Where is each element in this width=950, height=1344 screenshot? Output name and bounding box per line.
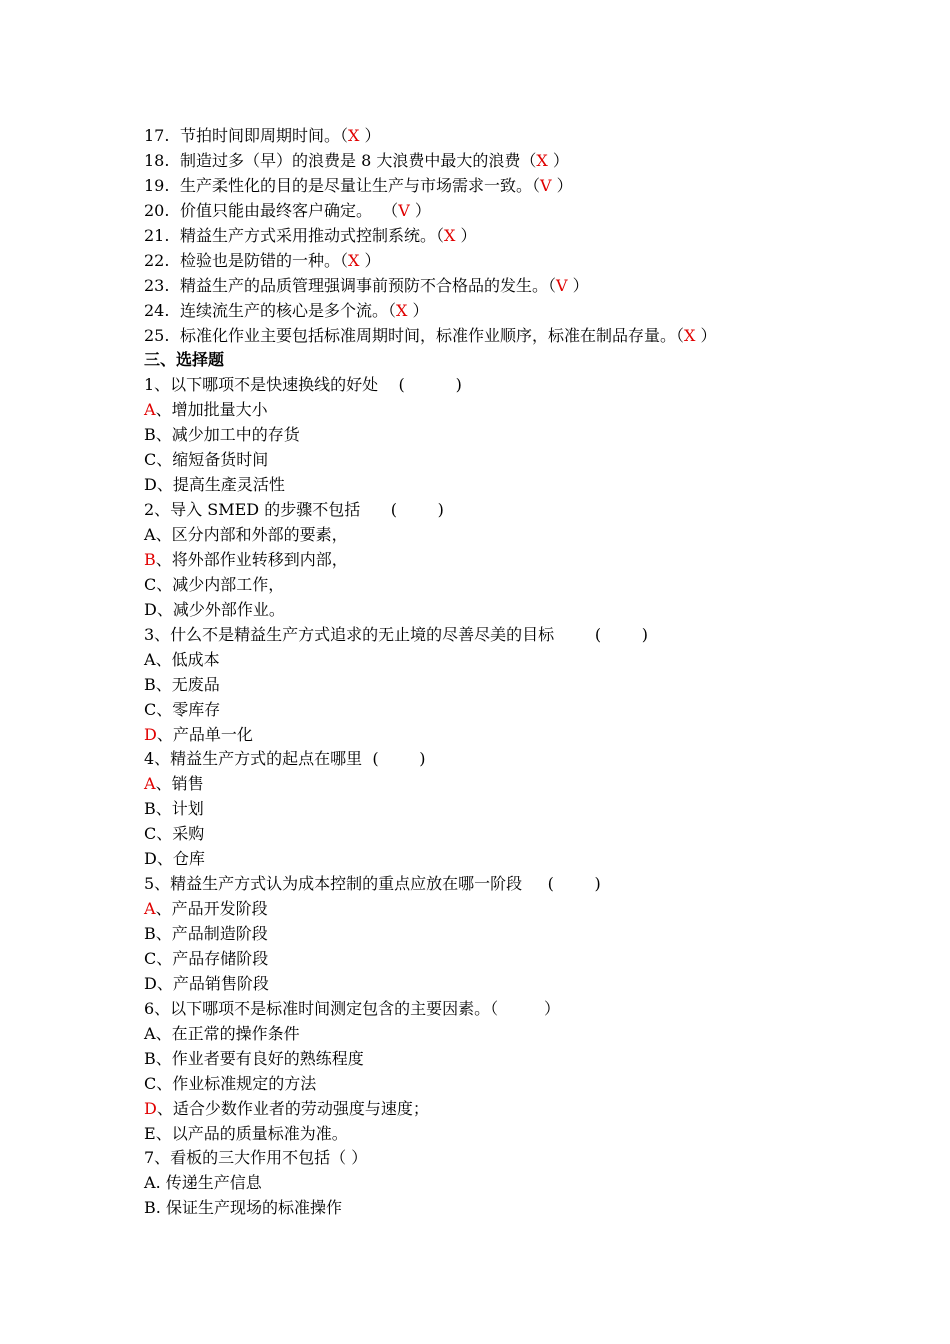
answer-option — [144, 1196, 844, 1221]
item-close: ） — [567, 275, 589, 295]
item-text: 连续流生产的核心是多个流。（ — [180, 300, 397, 320]
true-false-item — [144, 149, 844, 174]
option-letter: D — [144, 849, 157, 869]
option-letter: B — [144, 425, 156, 445]
option-text: 、销售 — [155, 774, 204, 794]
option-text: 、产品存储阶段 — [156, 948, 269, 968]
option-text: 、无废品 — [155, 674, 220, 694]
item-text: 检验也是防错的一种。（ — [180, 250, 349, 270]
option-text: 、产品制造阶段 — [155, 924, 268, 943]
option-text: 、适合少数作业者的劳动强度与速度； — [156, 1098, 429, 1118]
option-letter: B — [144, 549, 156, 569]
true-false-item — [144, 249, 844, 274]
option-text: 、作业者要有良好的熟练程度 — [155, 1048, 364, 1068]
option-text: 、低成本 — [155, 649, 220, 669]
answer-mark: V — [540, 175, 552, 195]
item-close: ） — [455, 225, 477, 245]
question-stem: 1、以下哪项不是快速换线的好处 ( ) — [144, 375, 462, 395]
question-stem: 2、导入 SMED 的步骤不包括 ( ) — [144, 500, 444, 520]
answer-option — [144, 972, 844, 997]
option-letter: C — [144, 1073, 157, 1093]
question-stem: 5、精益生产方式认为成本控制的重点应放在哪一阶段 ( ) — [144, 874, 601, 894]
item-text: 精益生产的品质管理强调事前预防不合格品的发生。（ — [180, 275, 557, 295]
option-letter: D — [144, 973, 157, 993]
item-text: 节拍时间即周期时间。（ — [180, 126, 349, 145]
item-close: ） — [359, 126, 381, 145]
option-text: 、计划 — [155, 799, 204, 819]
option-text: 、将外部作业转移到内部， — [155, 549, 348, 569]
item-number: 25. — [144, 325, 170, 345]
answer-mark: X — [444, 225, 456, 245]
answer-option — [144, 1171, 844, 1196]
item-close: ） — [547, 150, 569, 170]
item-number: 20. — [144, 200, 170, 220]
answer-mark: X — [536, 150, 548, 170]
answer-option — [144, 772, 844, 797]
option-text: 、减少加工中的存货 — [155, 425, 300, 445]
answer-option — [144, 1072, 844, 1097]
option-letter: A — [144, 400, 156, 420]
item-close: ） — [359, 250, 381, 270]
answer-option — [144, 448, 844, 473]
option-text: . 传递生产信息 — [155, 1173, 262, 1193]
answer-option — [144, 573, 844, 598]
item-number: 22. — [144, 250, 170, 270]
answer-option — [144, 947, 844, 972]
question-stem: 7、看板的三大作用不包括（ ） — [144, 1148, 368, 1168]
option-text: 、仓库 — [156, 849, 205, 869]
section-title: 三、选择题 — [144, 350, 225, 370]
option-letter: A — [144, 649, 156, 669]
option-text: 、产品单一化 — [156, 724, 253, 744]
item-number: 21. — [144, 225, 170, 245]
option-letter: B — [144, 924, 156, 943]
answer-option — [144, 473, 844, 498]
item-close: ） — [551, 175, 573, 195]
answer-option — [144, 698, 844, 723]
answer-option — [144, 1097, 844, 1122]
answer-option — [144, 648, 844, 673]
answer-mark: V — [556, 275, 568, 295]
document-content — [144, 124, 844, 1221]
option-letter: D — [144, 475, 157, 495]
answer-option — [144, 398, 844, 423]
option-letter: B — [144, 674, 156, 694]
item-number: 19. — [144, 175, 170, 195]
option-text: 、以产品的质量标准为准。 — [155, 1123, 348, 1143]
option-letter: A — [144, 1173, 156, 1193]
option-letter: C — [144, 450, 157, 470]
answer-option — [144, 598, 844, 623]
true-false-item — [144, 274, 844, 299]
answer-option — [144, 797, 844, 822]
option-letter: C — [144, 948, 157, 968]
option-letter: A — [144, 774, 156, 794]
item-text: 生产柔性化的目的是尽量让生产与市场需求一致。（ — [180, 175, 541, 195]
option-letter: B — [144, 799, 156, 819]
question-stem: 3、什么不是精益生产方式追求的无止境的尽善尽美的目标 ( ) — [144, 624, 649, 644]
answer-option — [144, 523, 844, 548]
option-letter: B — [144, 1198, 156, 1218]
item-number: 17. — [144, 126, 170, 145]
answer-mark: V — [398, 200, 410, 220]
answer-option — [144, 548, 844, 573]
item-number: 24. — [144, 300, 170, 320]
answer-option — [144, 897, 844, 922]
question-stem: 6、以下哪项不是标准时间测定包含的主要因素。（ ） — [144, 998, 560, 1018]
answer-mark: X — [348, 126, 360, 145]
item-close: ） — [407, 300, 429, 320]
true-false-item — [144, 224, 844, 249]
answer-option — [144, 822, 844, 847]
option-text: 、减少外部作业。 — [156, 599, 285, 619]
answer-mark: X — [396, 300, 408, 320]
item-text: 标准化作业主要包括标准周期时间，标准作业顺序，标准在制品存量。（ — [180, 325, 685, 345]
option-letter: D — [144, 724, 157, 744]
item-number: 18. — [144, 150, 170, 170]
option-text: 、采购 — [156, 824, 205, 844]
answer-mark: X — [684, 325, 696, 345]
option-letter: D — [144, 599, 157, 619]
answer-option — [144, 673, 844, 698]
option-text: 、产品销售阶段 — [156, 973, 269, 993]
option-text: 、作业标准规定的方法 — [156, 1073, 317, 1093]
option-text: 、提高生產灵活性 — [156, 475, 285, 495]
option-text: 、增加批量大小 — [155, 400, 268, 420]
answer-option — [144, 723, 844, 748]
answer-option — [144, 922, 844, 947]
option-letter: C — [144, 699, 157, 719]
item-close: ） — [695, 325, 717, 345]
true-false-item — [144, 324, 844, 349]
question-stem: 4、精益生产方式的起点在哪里 ( ) — [144, 749, 426, 769]
answer-mark: X — [348, 250, 360, 270]
option-text: 、产品开发阶段 — [155, 899, 268, 919]
option-letter: E — [144, 1123, 156, 1143]
option-text: 、减少内部工作， — [156, 574, 285, 594]
true-false-item — [144, 174, 844, 199]
answer-option — [144, 847, 844, 872]
answer-option — [144, 423, 844, 448]
option-text: 、缩短备货时间 — [156, 450, 269, 470]
option-letter: B — [144, 1048, 156, 1068]
true-false-item — [144, 124, 844, 149]
item-text: 价值只能由最终客户确定。 （ — [180, 200, 399, 220]
option-letter: A — [144, 1023, 156, 1043]
option-letter: D — [144, 1098, 157, 1118]
item-text: 制造过多（早）的浪费是 8 大浪费中最大的浪费（ — [180, 150, 537, 170]
option-letter: C — [144, 574, 157, 594]
option-text: 、区分内部和外部的要素， — [155, 525, 348, 544]
answer-option — [144, 1047, 844, 1072]
option-text: . 保证生产现场的标准操作 — [155, 1198, 342, 1218]
answer-option — [144, 1122, 844, 1147]
option-letter: A — [144, 899, 156, 919]
item-close: ） — [409, 200, 431, 220]
option-text: 、零库存 — [156, 699, 221, 719]
answer-option — [144, 1022, 844, 1047]
option-text: 、在正常的操作条件 — [155, 1023, 300, 1043]
item-number: 23. — [144, 275, 170, 295]
option-letter: C — [144, 824, 157, 844]
item-text: 精益生产方式采用推动式控制系统。（ — [180, 225, 445, 245]
true-false-item — [144, 199, 844, 224]
true-false-item — [144, 299, 844, 324]
option-letter: A — [144, 525, 156, 544]
